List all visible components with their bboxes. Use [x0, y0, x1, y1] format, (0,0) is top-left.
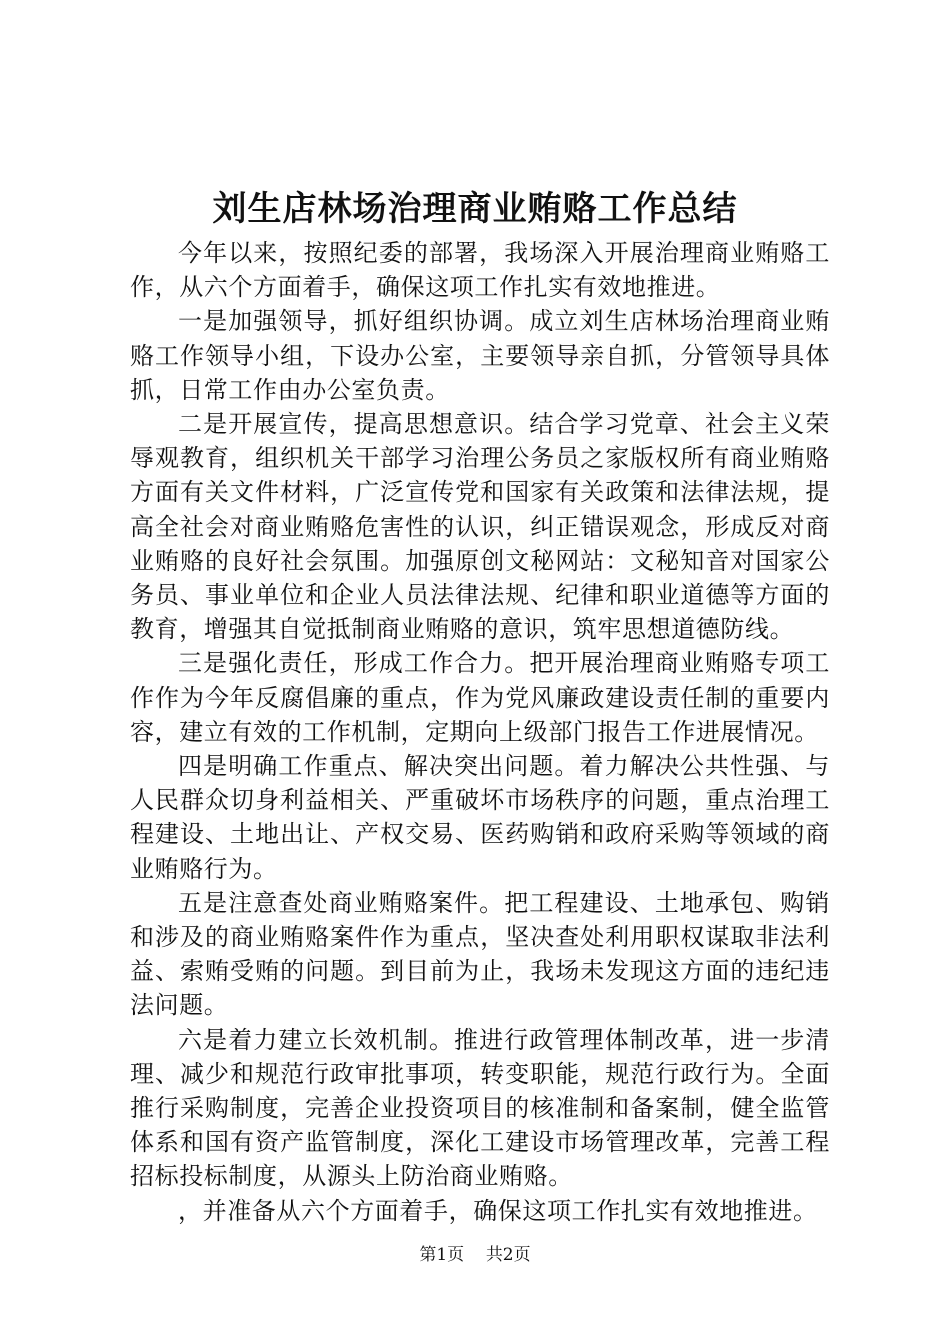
paragraph-6: 六是着力建立长效机制。推进行政管理体制改革，进一步清理、减少和规范行政审批事项，转变职能，规范行政行为。全面推行采购制度，完善企业投资项目的核准制和备案制，健全监管体系和国有资产监管制度，深化工建设市场管理改革，完善工程招标投标制度，从源头上防治商业贿赂。: [130, 1025, 830, 1191]
paragraph-intro: 今年以来，按照纪委的部署，我场深入开展治理商业贿赂工作，从六个方面着手，确保这项工作扎实有效地推进。: [130, 239, 830, 302]
paragraph-3: 三是强化责任，形成工作合力。把开展治理商业贿赂专项工作作为今年反腐倡廉的重点，作为党风廉政建设责任制的重要内容，建立有效的工作机制，定期向上级部门报告工作进展情况。: [130, 649, 830, 746]
paragraph-4: 四是明确工作重点、解决突出问题。着力解决公共性强、与人民群众切身利益相关、严重破坏市场秩序的问题，重点治理工程建设、土地出让、产权交易、医药购销和政府采购等领域的商业贿赂行为。: [130, 752, 830, 883]
paragraph-1: 一是加强领导，抓好组织协调。成立刘生店林场治理商业贿赂工作领导小组，下设办公室，主要领导亲自抓，分管领导具体抓，日常工作由办公室负责。: [130, 307, 830, 404]
paragraph-5: 五是注意查处商业贿赂案件。把工程建设、土地承包、购销和涉及的商业贿赂案件作为重点，坚决查处利用职权谋取非法利益、索贿受贿的问题。到目前为止，我场未发现这方面的违纪违法问题。: [130, 888, 830, 1020]
page-separator: [470, 1245, 481, 1265]
page-footer: [0, 1243, 950, 1267]
paragraph-2: 二是开展宣传，提高思想意识。结合学习党章、社会主义荣辱观教育，组织机关干部学习治理公务员之家版权所有商业贿赂方面有关文件材料，广泛宣传党和国家有关政策和法律法规，提高全社会对商业贿赂危害性的认识，纠正错误观念，形成反对商业贿赂的良好社会氛围。加强原创文秘网站：文秘知音对国家公务员、事业单位和企业人员法律法规、纪律和职业道德等方面的教育，增强其自觉抵制商业贿赂的意识，筑牢思想道德防线。: [130, 410, 830, 644]
page-total: 共2页: [485, 1245, 531, 1265]
paragraph-closing: ，并准备从六个方面着手，确保这项工作扎实有效地推进。: [178, 1196, 818, 1225]
document-body: [130, 236, 830, 1228]
document-title: 刘生店林场治理商业贿赂工作总结: [212, 189, 738, 229]
page-number: 第1页: [419, 1245, 465, 1265]
